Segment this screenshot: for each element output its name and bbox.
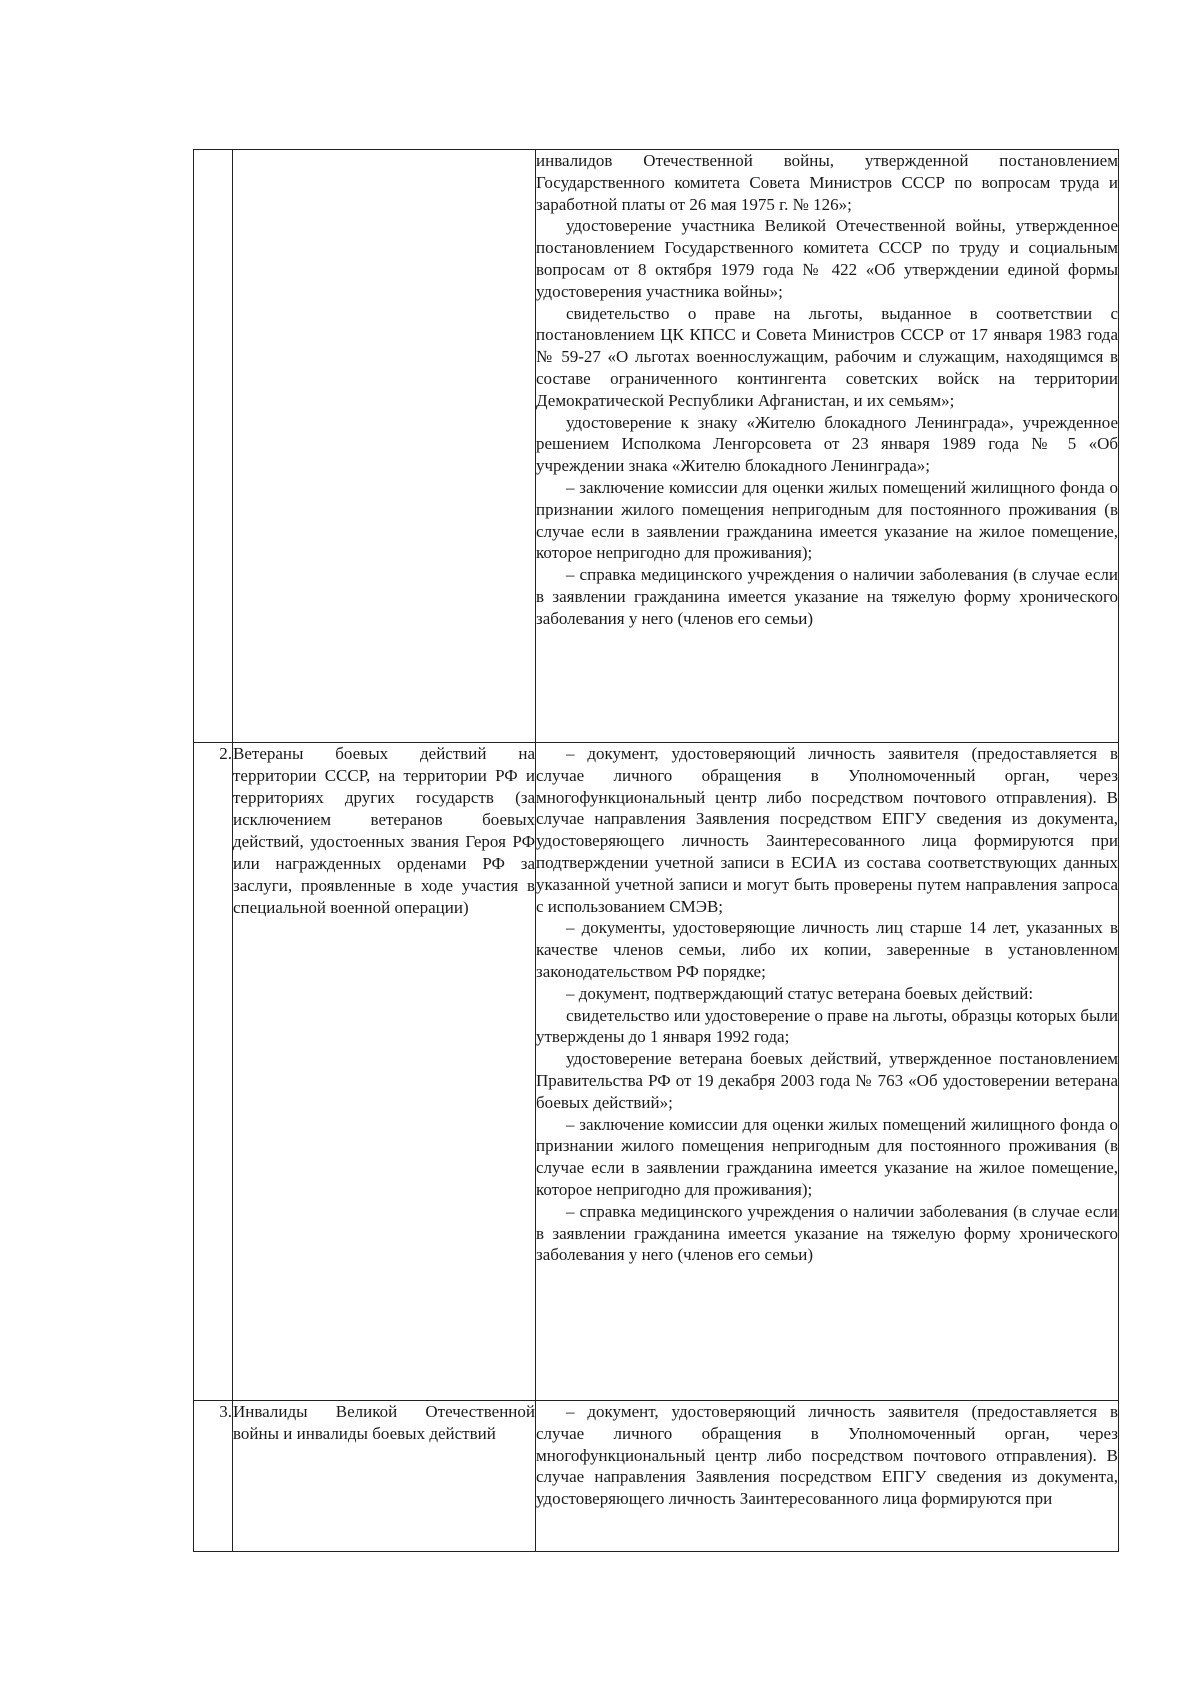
category-cell: Инвалиды Великой Отечественной войны и инвалиды боевых действий [233, 1401, 536, 1552]
table-row [194, 150, 1119, 743]
document-paragraph: свидетельство о праве на льготы, выданное в соответствии с постановлением ЦК КПСС и Совета Министров СССР от 17 января 1983 года № 59-27 «О льготах военнослужащим, рабочим и служащим, находящимся в составе ограниченного контингента советских войск на территории Демократической Республики Афганистан, и их семьям»; [536, 303, 1118, 410]
document-paragraph: – документ, удостоверяющий личность заявителя (предоставляется в случае личного обращения в Уполномоченный орган, через многофункциональный центр либо посредством почтового отправления). В случае направления Заявления посредством ЕПГУ сведения из документа, удостоверяющего личность Заинтересованного лица формируются при подтверждении учетной записи в ЕСИА из состава соответствующих данных указанной учетной записи и могут быть проверены путем направления запроса с использованием СМЭВ; [536, 744, 1118, 916]
table-row [194, 743, 1119, 1401]
document-paragraph: – документы, удостоверяющие личность лиц старше 14 лет, указанных в качестве членов семьи, либо их копии, заверенные в установленном законодательством РФ порядке; [536, 918, 1118, 981]
document-paragraph: удостоверение к знаку «Жителю блокадного Ленинграда», учрежденное решением Исполкома Ленгорсовета от 23 января 1989 года № 5 «Об учреждении знака «Жителю блокадного Ленинграда»; [536, 412, 1118, 476]
row-number [194, 150, 233, 743]
row-number: 2. [194, 743, 233, 1401]
documents-cell [536, 743, 1119, 1401]
documents-cell [536, 1401, 1119, 1552]
document-paragraph: – заключение комиссии для оценки жилых помещений жилищного фонда о признании жилого помещения непригодным для постоянного проживания (в случае если в заявлении гражданина имеется указание на жилое помещение, которое непригодно для проживания); [536, 477, 1118, 563]
documents-cell [536, 150, 1119, 743]
documents-table [193, 149, 1119, 1552]
document-paragraph: свидетельство или удостоверение о праве на льготы, образцы которых были утверждены до 1 января 1992 года; [536, 1005, 1118, 1047]
document-paragraph: удостоверение ветерана боевых действий, утвержденное постановлением Правительства РФ от 19 декабря 2003 года № 763 «Об удостоверении ветерана боевых действий»; [536, 1049, 1118, 1112]
document-paragraph: – заключение комиссии для оценки жилых помещений жилищного фонда о признании жилого помещения непригодным для постоянного проживания (в случае если в заявлении гражданина имеется указание на жилое помещение, которое непригодно для проживания); [536, 1114, 1118, 1199]
document-paragraph: – справка медицинского учреждения о наличии заболевания (в случае если в заявлении гражданина имеется указание на тяжелую форму хронического заболевания у него (членов его семьи) [536, 1201, 1118, 1265]
document-paragraph: – справка медицинского учреждения о наличии заболевания (в случае если в заявлении гражданина имеется указание на тяжелую форму хронического заболевания у него (членов его семьи) [536, 565, 1118, 628]
category-cell: Ветераны боевых действий на территории СССР, на территории РФ и территориях других государств (за исключением ветеранов боевых действий, удостоенных звания Героя РФ или награжденных орденами РФ за заслуги, проявленные в ходе участия в специальной военной операции) [233, 743, 536, 1401]
table-row [194, 1401, 1119, 1552]
document-paragraph: удостоверение участника Великой Отечественной войны, утвержденное постановлением Государственного комитета СССР по труду и социальным вопросам от 8 октября 1979 года № 422 «Об утверждении единой формы удостоверения участника войны»; [536, 216, 1118, 301]
document-paragraph: инвалидов Отечественной войны, утвержденной постановлением Государственного комитета Совета Министров СССР по вопросам труда и заработной платы от 26 мая 1975 г. № 126»; [536, 151, 1118, 214]
category-cell [233, 150, 536, 743]
document-paragraph: – документ, удостоверяющий личность заявителя (предоставляется в случае личного обращения в Уполномоченный орган, через многофункциональный центр либо посредством почтового отправления). В случае направления Заявления посредством ЕПГУ сведения из документа, удостоверяющего личность Заинтересованного лица формируются при [536, 1402, 1118, 1509]
document-paragraph: – документ, подтверждающий статус ветерана боевых действий: [566, 983, 1034, 1003]
row-number: 3. [194, 1401, 233, 1552]
